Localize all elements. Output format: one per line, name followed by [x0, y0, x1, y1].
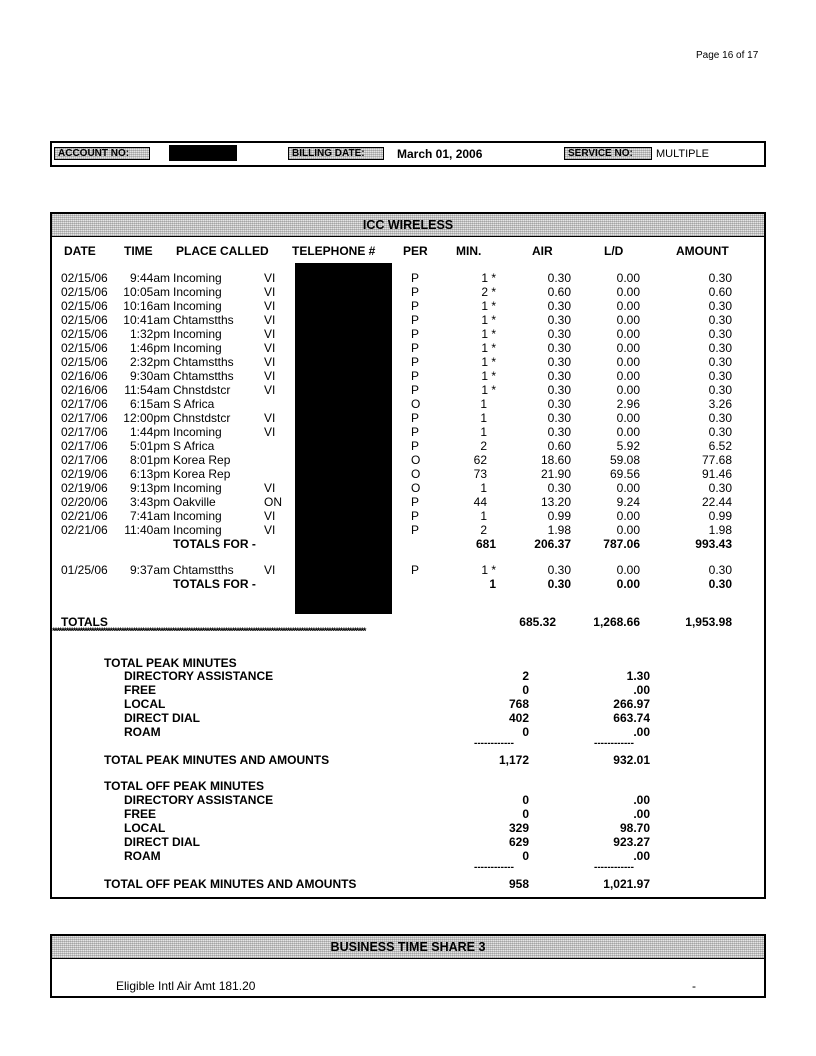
call-place: Chtamstths — [173, 369, 234, 383]
call-min: 1 * — [481, 383, 496, 397]
call-air: 0.99 — [547, 509, 571, 523]
col-ld: L/D — [604, 244, 624, 258]
summary-label: ROAM — [124, 725, 161, 739]
call-time: 12:00pm — [123, 411, 170, 425]
call-min: 1 — [480, 481, 487, 495]
summary-label: DIRECT DIAL — [124, 835, 200, 849]
summary-amount: 266.97 — [613, 697, 650, 711]
call-ld: 69.56 — [609, 467, 640, 481]
grand-totals-label: TOTALS — [61, 615, 108, 629]
call-min: 1 — [480, 425, 487, 439]
call-date: 02/15/06 — [61, 327, 108, 341]
call-date: 02/20/06 — [61, 495, 108, 509]
call-amount: 77.68 — [701, 453, 732, 467]
call-amount: 0.30 — [708, 383, 732, 397]
totals-for-min: 1 — [489, 577, 496, 591]
call-ld: 0.00 — [616, 383, 640, 397]
call-time: 1:44pm — [129, 425, 170, 439]
call-air: 0.30 — [547, 299, 571, 313]
call-row — [0, 509, 816, 523]
call-min: 1 — [480, 509, 487, 523]
call-date: 02/15/06 — [61, 299, 108, 313]
call-ld: 0.00 — [616, 355, 640, 369]
summary-label: FREE — [124, 807, 157, 821]
account-no-redacted — [169, 145, 237, 161]
totals-for-amount: 0.30 — [708, 577, 732, 591]
call-amount: 0.30 — [708, 327, 732, 341]
call-st: VI — [264, 509, 276, 523]
call-ld: 0.00 — [616, 425, 640, 439]
summary-minutes: 0 — [522, 793, 529, 807]
call-per: P — [411, 341, 420, 355]
call-amount: 1.98 — [708, 523, 732, 537]
call-row — [0, 285, 816, 299]
call-per: P — [411, 313, 420, 327]
call-amount: 0.30 — [708, 355, 732, 369]
call-ld: 0.00 — [616, 523, 640, 537]
call-row — [0, 439, 816, 453]
summary-row — [0, 725, 816, 739]
call-row — [0, 523, 816, 537]
summary-minutes: 0 — [522, 725, 529, 739]
call-ld: 9.24 — [616, 495, 640, 509]
call-time: 9:37am — [129, 563, 170, 577]
off-peak-total-label: TOTAL OFF PEAK MINUTES AND AMOUNTS — [104, 877, 357, 891]
call-time: 3:43pm — [129, 495, 170, 509]
call-air: 0.30 — [547, 369, 571, 383]
call-place: Incoming — [173, 523, 222, 537]
call-st: VI — [264, 285, 276, 299]
call-amount: 0.30 — [708, 271, 732, 285]
call-time: 6:13pm — [129, 467, 170, 481]
call-amount: 0.30 — [708, 313, 732, 327]
call-air: 0.30 — [547, 355, 571, 369]
grand-totals-air: 685.32 — [519, 615, 556, 629]
call-place: Incoming — [173, 425, 222, 439]
call-place: Incoming — [173, 271, 222, 285]
call-st: VI — [264, 271, 276, 285]
call-place: Korea Rep — [173, 467, 231, 481]
call-row — [0, 341, 816, 355]
summary-minutes: 2 — [522, 669, 529, 683]
off-peak-total-row — [0, 877, 816, 891]
call-per: P — [411, 509, 420, 523]
call-st: VI — [264, 383, 276, 397]
call-st: VI — [264, 411, 276, 425]
call-time: 10:41am — [123, 313, 170, 327]
call-row — [0, 327, 816, 341]
business-time-share-section — [50, 934, 766, 998]
call-min: 1 * — [481, 369, 496, 383]
call-per: P — [411, 383, 420, 397]
call-per: P — [411, 439, 420, 453]
summary-minutes: 0 — [522, 849, 529, 863]
call-row — [0, 355, 816, 369]
call-row — [0, 299, 816, 313]
call-place: Incoming — [173, 341, 222, 355]
summary-label: DIRECT DIAL — [124, 711, 200, 725]
call-row — [0, 453, 816, 467]
col-amount: AMOUNT — [676, 244, 729, 258]
summary-label: ROAM — [124, 849, 161, 863]
call-time: 1:32pm — [129, 327, 170, 341]
col-min: MIN. — [456, 244, 482, 258]
call-date: 02/19/06 — [61, 481, 108, 495]
call-place: Incoming — [173, 285, 222, 299]
totals-for-label: TOTALS FOR - — [173, 577, 256, 591]
call-min: 62 — [473, 453, 487, 467]
call-row — [0, 481, 816, 495]
summary-minutes: 0 — [522, 683, 529, 697]
col-air: AIR — [532, 244, 553, 258]
off-dash-amt: ------------ — [594, 862, 634, 873]
call-air: 1.98 — [547, 523, 571, 537]
summary-row — [0, 807, 816, 821]
summary-row — [0, 835, 816, 849]
call-air: 0.30 — [547, 411, 571, 425]
call-row — [0, 411, 816, 425]
call-st: VI — [264, 355, 276, 369]
call-amount: 6.52 — [708, 439, 732, 453]
totals-for-row — [0, 577, 816, 591]
summary-amount: 1.30 — [626, 669, 650, 683]
call-per: P — [411, 523, 420, 537]
eligible-intl-air-amt: Eligible Intl Air Amt 181.20 — [116, 979, 256, 993]
call-amount: 0.30 — [708, 425, 732, 439]
service-no-value: MULTIPLE — [656, 148, 709, 160]
call-per: P — [411, 299, 420, 313]
col-place: PLACE CALLED — [176, 244, 269, 258]
call-amount: 22.44 — [701, 495, 732, 509]
call-row — [0, 383, 816, 397]
call-amount: 0.99 — [708, 509, 732, 523]
call-ld: 0.00 — [616, 271, 640, 285]
call-ld: 59.08 — [609, 453, 640, 467]
peak-total-amt: 932.01 — [613, 753, 650, 767]
call-min: 1 * — [481, 299, 496, 313]
col-per: PER — [403, 244, 428, 258]
call-per: P — [411, 425, 420, 439]
call-amount: 0.30 — [708, 299, 732, 313]
call-min: 2 — [480, 523, 487, 537]
call-place: Chtamstths — [173, 313, 234, 327]
icc-wireless-title-text: ICC WIRELESS — [362, 218, 454, 232]
summary-row — [0, 821, 816, 835]
call-time: 8:01pm — [129, 453, 170, 467]
call-amount: 0.30 — [708, 481, 732, 495]
call-min: 1 — [480, 411, 487, 425]
call-row — [0, 313, 816, 327]
totals-for-min: 681 — [475, 537, 496, 551]
call-st: VI — [264, 425, 276, 439]
call-air: 0.30 — [547, 313, 571, 327]
call-min: 1 — [480, 397, 487, 411]
call-ld: 0.00 — [616, 481, 640, 495]
call-row — [0, 563, 816, 577]
call-date: 02/15/06 — [61, 285, 108, 299]
call-per: O — [411, 453, 421, 467]
call-time: 10:16am — [123, 299, 170, 313]
peak-dash-min: ------------ — [474, 738, 514, 749]
billing-date-label: BILLING DATE: — [288, 147, 384, 160]
call-date: 02/15/06 — [61, 313, 108, 327]
summary-amount: .00 — [633, 725, 650, 739]
totals-for-label: TOTALS FOR - — [173, 537, 256, 551]
call-time: 6:15am — [129, 397, 170, 411]
call-date: 02/17/06 — [61, 425, 108, 439]
call-ld: 0.00 — [616, 509, 640, 523]
call-air: 0.30 — [547, 341, 571, 355]
summary-minutes: 402 — [508, 711, 529, 725]
call-row — [0, 369, 816, 383]
summary-row — [0, 669, 816, 683]
call-min: 2 — [480, 439, 487, 453]
call-time: 9:44am — [129, 271, 170, 285]
call-date: 01/25/06 — [61, 563, 108, 577]
summary-minutes: 768 — [508, 697, 529, 711]
column-headers — [0, 244, 816, 258]
call-amount: 0.30 — [708, 369, 732, 383]
call-ld: 2.96 — [616, 397, 640, 411]
summary-row — [0, 793, 816, 807]
peak-total-label: TOTAL PEAK MINUTES AND AMOUNTS — [104, 753, 330, 767]
call-date: 02/17/06 — [61, 453, 108, 467]
totals-for-row — [0, 537, 816, 551]
call-ld: 0.00 — [616, 327, 640, 341]
call-place: Chnstdstcr — [173, 383, 231, 397]
call-min: 73 — [473, 467, 487, 481]
call-per: O — [411, 397, 421, 411]
call-row — [0, 495, 816, 509]
separator-stars: **************************************************************************************************************************************** — [52, 626, 366, 636]
call-date: 02/15/06 — [61, 341, 108, 355]
totals-for-ld: 787.06 — [603, 537, 640, 551]
call-place: Chnstdstcr — [173, 411, 231, 425]
billing-date-value: March 01, 2006 — [397, 147, 483, 161]
call-air: 0.30 — [547, 327, 571, 341]
call-row — [0, 271, 816, 285]
off-dash-min: ------------ — [474, 862, 514, 873]
call-time: 11:54am — [124, 383, 170, 397]
call-place: Incoming — [173, 299, 222, 313]
account-no-label: ACCOUNT NO: — [54, 147, 150, 160]
call-st: VI — [264, 313, 276, 327]
call-st: VI — [264, 563, 276, 577]
call-date: 02/21/06 — [61, 523, 108, 537]
call-date: 02/16/06 — [61, 369, 108, 383]
call-per: O — [411, 481, 421, 495]
call-amount: 0.60 — [708, 285, 732, 299]
bts-dash: - — [692, 979, 696, 993]
call-per: P — [411, 369, 420, 383]
call-row — [0, 425, 816, 439]
call-date: 02/21/06 — [61, 509, 108, 523]
page-number: Page 16 of 17 — [696, 50, 759, 61]
call-per: P — [411, 271, 420, 285]
totals-for-amount: 993.43 — [695, 537, 732, 551]
summary-amount: 923.27 — [613, 835, 650, 849]
peak-title: TOTAL PEAK MINUTES — [104, 656, 237, 670]
off-peak-total-min: 958 — [508, 877, 529, 891]
call-air: 13.20 — [540, 495, 571, 509]
peak-total-row — [0, 753, 816, 767]
call-time: 5:01pm — [129, 439, 170, 453]
call-ld: 0.00 — [616, 563, 640, 577]
totals-for-air: 206.37 — [534, 537, 571, 551]
summary-amount: .00 — [633, 807, 650, 821]
call-place: S Africa — [173, 397, 215, 411]
col-date: DATE — [64, 244, 96, 258]
summary-row — [0, 683, 816, 697]
call-per: P — [411, 411, 420, 425]
call-place: Oakville — [173, 495, 216, 509]
call-time: 1:46pm — [129, 341, 170, 355]
call-st: VI — [264, 327, 276, 341]
call-per: P — [411, 327, 420, 341]
call-amount: 91.46 — [701, 467, 732, 481]
summary-minutes: 0 — [522, 807, 529, 821]
call-time: 2:32pm — [129, 355, 170, 369]
call-time: 7:41am — [129, 509, 170, 523]
call-place: Korea Rep — [173, 453, 231, 467]
call-amount: 3.26 — [708, 397, 732, 411]
call-air: 0.30 — [547, 563, 571, 577]
call-per: O — [411, 467, 421, 481]
call-min: 1 * — [481, 313, 496, 327]
call-per: P — [411, 563, 420, 577]
call-air: 0.60 — [547, 439, 571, 453]
totals-for-air: 0.30 — [547, 577, 571, 591]
call-ld: 0.00 — [616, 341, 640, 355]
call-time: 10:05am — [123, 285, 170, 299]
grand-totals-amount: 1,953.98 — [685, 615, 732, 629]
summary-amount: 98.70 — [619, 821, 650, 835]
summary-amount: .00 — [633, 793, 650, 807]
call-min: 1 * — [481, 355, 496, 369]
summary-row — [0, 697, 816, 711]
col-telephone: TELEPHONE # — [292, 244, 376, 258]
off-peak-total-amt: 1,021.97 — [603, 877, 650, 891]
call-amount: 0.30 — [708, 563, 732, 577]
off-peak-title: TOTAL OFF PEAK MINUTES — [104, 779, 265, 793]
call-amount: 0.30 — [708, 341, 732, 355]
call-ld: 5.92 — [616, 439, 640, 453]
call-ld: 0.00 — [616, 299, 640, 313]
summary-amount: 663.74 — [613, 711, 650, 725]
call-date: 02/17/06 — [61, 411, 108, 425]
call-air: 0.60 — [547, 285, 571, 299]
call-time: 9:30am — [129, 369, 170, 383]
summary-row — [0, 711, 816, 725]
summary-minutes: 329 — [508, 821, 529, 835]
summary-row — [0, 849, 816, 863]
call-amount: 0.30 — [708, 411, 732, 425]
call-date: 02/19/06 — [61, 467, 108, 481]
call-time: 11:40am — [124, 523, 170, 537]
call-st: VI — [264, 481, 276, 495]
call-st: VI — [264, 523, 276, 537]
call-ld: 0.00 — [616, 369, 640, 383]
summary-label: LOCAL — [124, 697, 166, 711]
totals-for-ld: 0.00 — [616, 577, 640, 591]
call-date: 02/17/06 — [61, 439, 108, 453]
call-place: S Africa — [173, 439, 215, 453]
call-place: Chtamstths — [173, 563, 234, 577]
icc-wireless-title — [52, 214, 764, 237]
call-air: 21.90 — [540, 467, 571, 481]
call-air: 0.30 — [547, 481, 571, 495]
call-date: 02/15/06 — [61, 271, 108, 285]
call-per: P — [411, 355, 420, 369]
summary-amount: .00 — [633, 849, 650, 863]
grand-totals-ld: 1,268.66 — [593, 615, 640, 629]
call-row — [0, 467, 816, 481]
summary-label: LOCAL — [124, 821, 166, 835]
call-air: 0.30 — [547, 383, 571, 397]
call-ld: 0.00 — [616, 313, 640, 327]
peak-total-min: 1,172 — [498, 753, 529, 767]
call-date: 02/15/06 — [61, 355, 108, 369]
call-st: VI — [264, 369, 276, 383]
business-time-share-title — [52, 936, 764, 959]
call-min: 1 * — [481, 327, 496, 341]
call-place: Incoming — [173, 327, 222, 341]
call-min: 44 — [473, 495, 487, 509]
call-air: 0.30 — [547, 271, 571, 285]
call-per: P — [411, 285, 420, 299]
summary-label: FREE — [124, 683, 157, 697]
call-place: Incoming — [173, 481, 222, 495]
col-time: TIME — [124, 244, 153, 258]
call-air: 0.30 — [547, 397, 571, 411]
summary-amount: .00 — [633, 683, 650, 697]
call-min: 2 * — [481, 285, 496, 299]
call-st: VI — [264, 299, 276, 313]
call-air: 0.30 — [547, 425, 571, 439]
call-time: 9:13pm — [129, 481, 170, 495]
business-time-share-title-text: BUSINESS TIME SHARE 3 — [330, 940, 486, 954]
call-min: 1 * — [481, 563, 496, 577]
call-place: Incoming — [173, 509, 222, 523]
call-st: ON — [264, 495, 282, 509]
call-ld: 0.00 — [616, 411, 640, 425]
call-ld: 0.00 — [616, 285, 640, 299]
call-per: P — [411, 495, 420, 509]
call-date: 02/16/06 — [61, 383, 108, 397]
summary-label: DIRECTORY ASSISTANCE — [124, 793, 274, 807]
call-min: 1 * — [481, 341, 496, 355]
account-header — [50, 141, 766, 167]
peak-dash-amt: ------------ — [594, 738, 634, 749]
call-date: 02/17/06 — [61, 397, 108, 411]
call-min: 1 * — [481, 271, 496, 285]
call-air: 18.60 — [540, 453, 571, 467]
summary-label: DIRECTORY ASSISTANCE — [124, 669, 274, 683]
call-st: VI — [264, 341, 276, 355]
service-no-label: SERVICE NO: — [564, 147, 652, 160]
call-place: Chtamstths — [173, 355, 234, 369]
summary-minutes: 629 — [508, 835, 529, 849]
call-row — [0, 397, 816, 411]
